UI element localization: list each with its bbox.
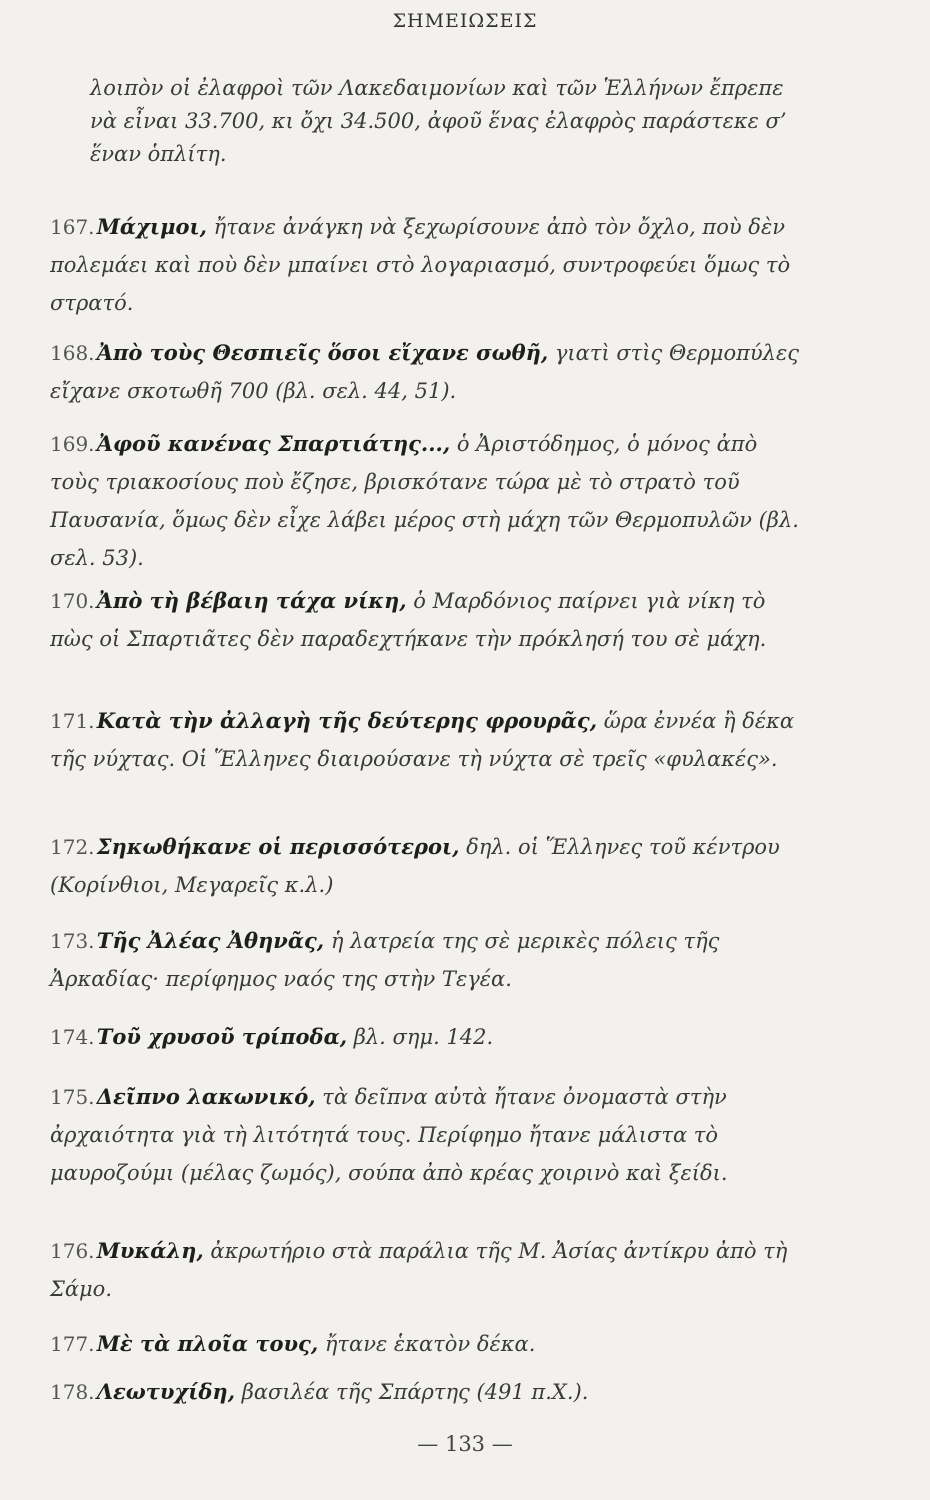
note-heading: Τῆς Ἀλέας Ἀθηνᾶς, bbox=[96, 928, 325, 953]
note-text: τὰ δεῖπνα αὐτὰ ἤτανε ὀνομαστὰ στὴν ἀρχαιότητα γιὰ τὴ λιτότητά τους. Περίφημο ἤτανε μάλιστα τὸ μαυροζούμι (μέλας ζωμός), σούπα ἀπὸ κρέας χοιρινὸ καὶ ξείδι. bbox=[50, 1085, 728, 1185]
note-heading: Ἀφοῦ κανένας Σπαρτιάτης..., bbox=[96, 431, 451, 456]
note-heading: Ἀπὸ τὴ βέβαιη τάχα νίκη, bbox=[96, 588, 407, 613]
note-text: ἀκρωτήριο στὰ παράλια τῆς Μ. Ἀσίας ἀντίκρυ ἀπὸ τὴ Σάμο. bbox=[50, 1239, 788, 1301]
note-178 bbox=[50, 1373, 810, 1411]
note-heading: Μὲ τὰ πλοῖα τους, bbox=[96, 1331, 319, 1356]
note-number: 177. bbox=[50, 1332, 95, 1356]
note-text: ἡ λατρεία της σὲ μερικὲς πόλεις τῆς Ἀρκαδίας· περίφημος ναός της στὴν Τεγέα. bbox=[50, 929, 720, 991]
note-text: βασιλέα τῆς Σπάρτης (491 π.Χ.). bbox=[241, 1380, 589, 1404]
note-176 bbox=[50, 1232, 810, 1308]
note-heading: Λεωτυχίδη, bbox=[96, 1379, 236, 1404]
note-heading: Μυκάλη, bbox=[96, 1238, 204, 1263]
note-text: ὁ Μαρδόνιος παίρνει γιὰ νίκη τὸ πὼς οἱ Σπαρτιᾶτες δὲν παραδεχτήκανε τὴν πρόκλησή του σὲ μάχη. bbox=[50, 589, 767, 651]
note-number: 171. bbox=[50, 709, 95, 733]
continued-note-text: λοιπὸν οἱ ἐλαφροὶ τῶν Λακεδαιμονίων καὶ τῶν Ἑλλήνων ἔπρεπε νὰ εἶναι 33.700, κι ὄχι 34.500, ἀφοῦ ἕνας ἐλαφρὸς παράστεκε σ’ ἕναν ὁπλίτη. bbox=[90, 76, 787, 166]
note-text: ὁ Ἀριστόδημος, ὁ μόνος ἀπὸ τοὺς τριακοσίους ποὺ ἔζησε, βρισκότανε τώρα μὲ τὸ στρατὸ τοῦ Παυσανία, ὅμως δὲν εἶχε λάβει μέρος στὴ μάχη τῶν Θερμοπυλῶν (βλ. σελ. 53). bbox=[50, 432, 799, 570]
page-number: — 133 — bbox=[417, 1432, 513, 1456]
note-169 bbox=[50, 425, 810, 577]
note-number: 172. bbox=[50, 835, 95, 859]
note-number: 175. bbox=[50, 1085, 95, 1109]
note-167 bbox=[50, 208, 810, 322]
note-168 bbox=[50, 334, 810, 410]
note-heading: Σηκωθήκανε οἱ περισσότεροι, bbox=[96, 834, 460, 859]
note-text: ὥρα ἐννέα ἢ δέκα τῆς νύχτας. Οἱ Ἕλληνες διαιρούσανε τὴ νύχτα σὲ τρεῖς «φυλακές». bbox=[50, 709, 795, 771]
note-177 bbox=[50, 1325, 810, 1363]
note-text: ἤτανε ἀνάγκη νὰ ξεχωρίσουνε ἀπὸ τὸν ὄχλο, ποὺ δὲν πολεμάει καὶ ποὺ δὲν μπαίνει στὸ λογαριασμό, συντροφεύει ὅμως τὸ στρατό. bbox=[50, 215, 791, 315]
note-text: βλ. σημ. 142. bbox=[353, 1025, 494, 1049]
note-number: 174. bbox=[50, 1025, 95, 1049]
note-number: 168. bbox=[50, 341, 95, 365]
note-text: ἤτανε ἑκατὸν δέκα. bbox=[324, 1332, 536, 1356]
note-text: γιατὶ στὶς Θερμοπύλες εἴχανε σκοτωθῆ 700 (βλ. σελ. 44, 51). bbox=[50, 341, 800, 403]
note-heading: Δεῖπνο λακωνικό, bbox=[96, 1084, 316, 1109]
note-heading: Τοῦ χρυσοῦ τρίποδα, bbox=[96, 1024, 348, 1049]
note-number: 173. bbox=[50, 929, 95, 953]
note-number: 169. bbox=[50, 432, 95, 456]
running-header: ΣΗΜΕΙΩΣΕΙΣ bbox=[392, 10, 538, 32]
note-172 bbox=[50, 828, 810, 904]
note-175 bbox=[50, 1078, 810, 1192]
note-173 bbox=[50, 922, 810, 998]
note-heading: Μάχιμοι, bbox=[96, 214, 207, 239]
note-heading: Ἀπὸ τοὺς Θεσπιεῖς ὅσοι εἴχανε σωθῆ, bbox=[96, 340, 549, 365]
note-number: 178. bbox=[50, 1380, 95, 1404]
note-171 bbox=[50, 702, 810, 778]
note-174 bbox=[50, 1018, 810, 1056]
note-number: 170. bbox=[50, 589, 95, 613]
note-text: δηλ. οἱ Ἕλληνες τοῦ κέντρου (Κορίνθιοι, Μεγαρεῖς κ.λ.) bbox=[50, 835, 780, 897]
note-170 bbox=[50, 582, 810, 658]
note-heading: Κατὰ τὴν ἀλλαγὴ τῆς δεύτερης φρουρᾶς, bbox=[96, 708, 598, 733]
note-number: 176. bbox=[50, 1239, 95, 1263]
note-number: 167. bbox=[50, 215, 95, 239]
